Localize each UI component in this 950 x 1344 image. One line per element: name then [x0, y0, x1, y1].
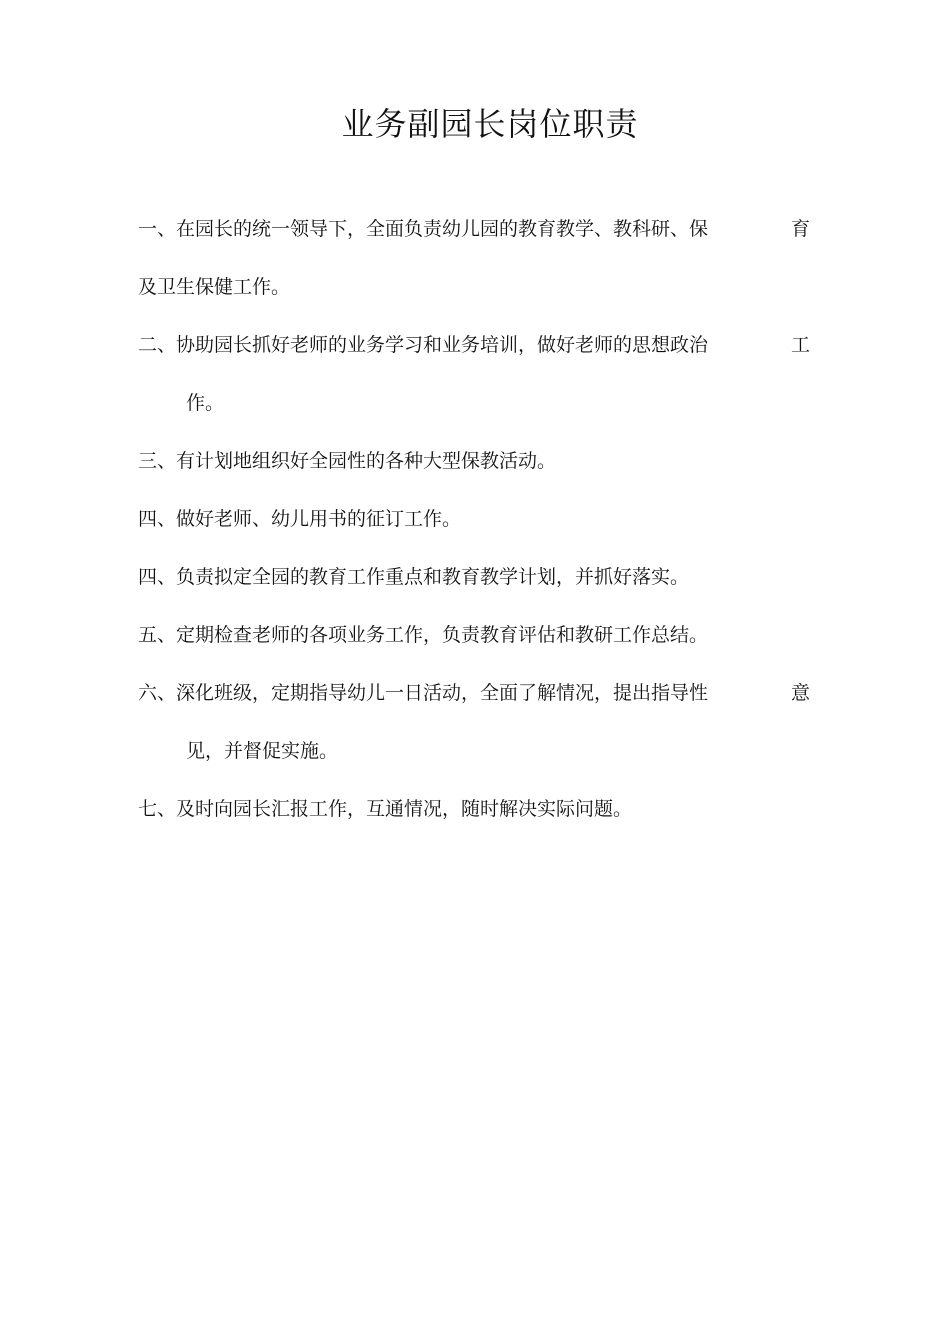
duty-item-1-line-2: 及卫生保健工作。 — [138, 276, 291, 298]
duty-item-2-line-1 — [138, 316, 810, 374]
duty-item-4-text: 四、做好老师、幼儿用书的征订工作。 — [138, 508, 462, 530]
duty-item-6-text: 五、定期检查老师的各项业务工作，负责教育评估和教研工作总结。 — [138, 624, 709, 646]
duty-item-2-line-2: 作。 — [186, 392, 225, 414]
duty-item-6 — [138, 606, 810, 664]
duty-item-5-text: 四、负责拟定全园的教育工作重点和教育教学计划，并抓好落实。 — [138, 566, 690, 588]
duty-item-1-text-a: 一、在园长的统一领导下，全面负责幼儿园的教育教学、教科研、保 — [138, 218, 709, 240]
duty-item-7-line-1 — [138, 664, 810, 722]
duty-item-7 — [138, 664, 810, 780]
duty-item-7-text-a: 六、深化班级，定期指导幼儿一日活动，全面了解情况，提出指导性 — [138, 682, 709, 704]
duty-item-1 — [138, 200, 810, 316]
duty-item-8 — [138, 780, 810, 838]
duty-item-5 — [138, 548, 810, 606]
duty-item-7-line-2: 见，并督促实施。 — [186, 740, 339, 762]
duty-item-1-line-1 — [138, 200, 810, 258]
duty-item-3 — [138, 432, 810, 490]
page-title: 业务副园长岗位职责 — [341, 105, 639, 143]
duty-item-1-text-b: 育 — [790, 218, 810, 240]
duty-item-2 — [138, 316, 810, 432]
duty-item-2-text-b: 工 — [790, 334, 810, 356]
duty-item-3-text: 三、有计划地组织好全园性的各种大型保教活动。 — [138, 450, 557, 472]
duty-item-2-text-a: 二、协助园长抓好老师的业务学习和业务培训，做好老师的思想政治 — [138, 334, 709, 356]
duty-item-4 — [138, 490, 810, 548]
duty-item-8-text: 七、及时向园长汇报工作，互通情况，随时解决实际问题。 — [138, 798, 633, 820]
duty-item-7-text-b: 意 — [790, 682, 810, 704]
duty-list — [138, 200, 810, 838]
